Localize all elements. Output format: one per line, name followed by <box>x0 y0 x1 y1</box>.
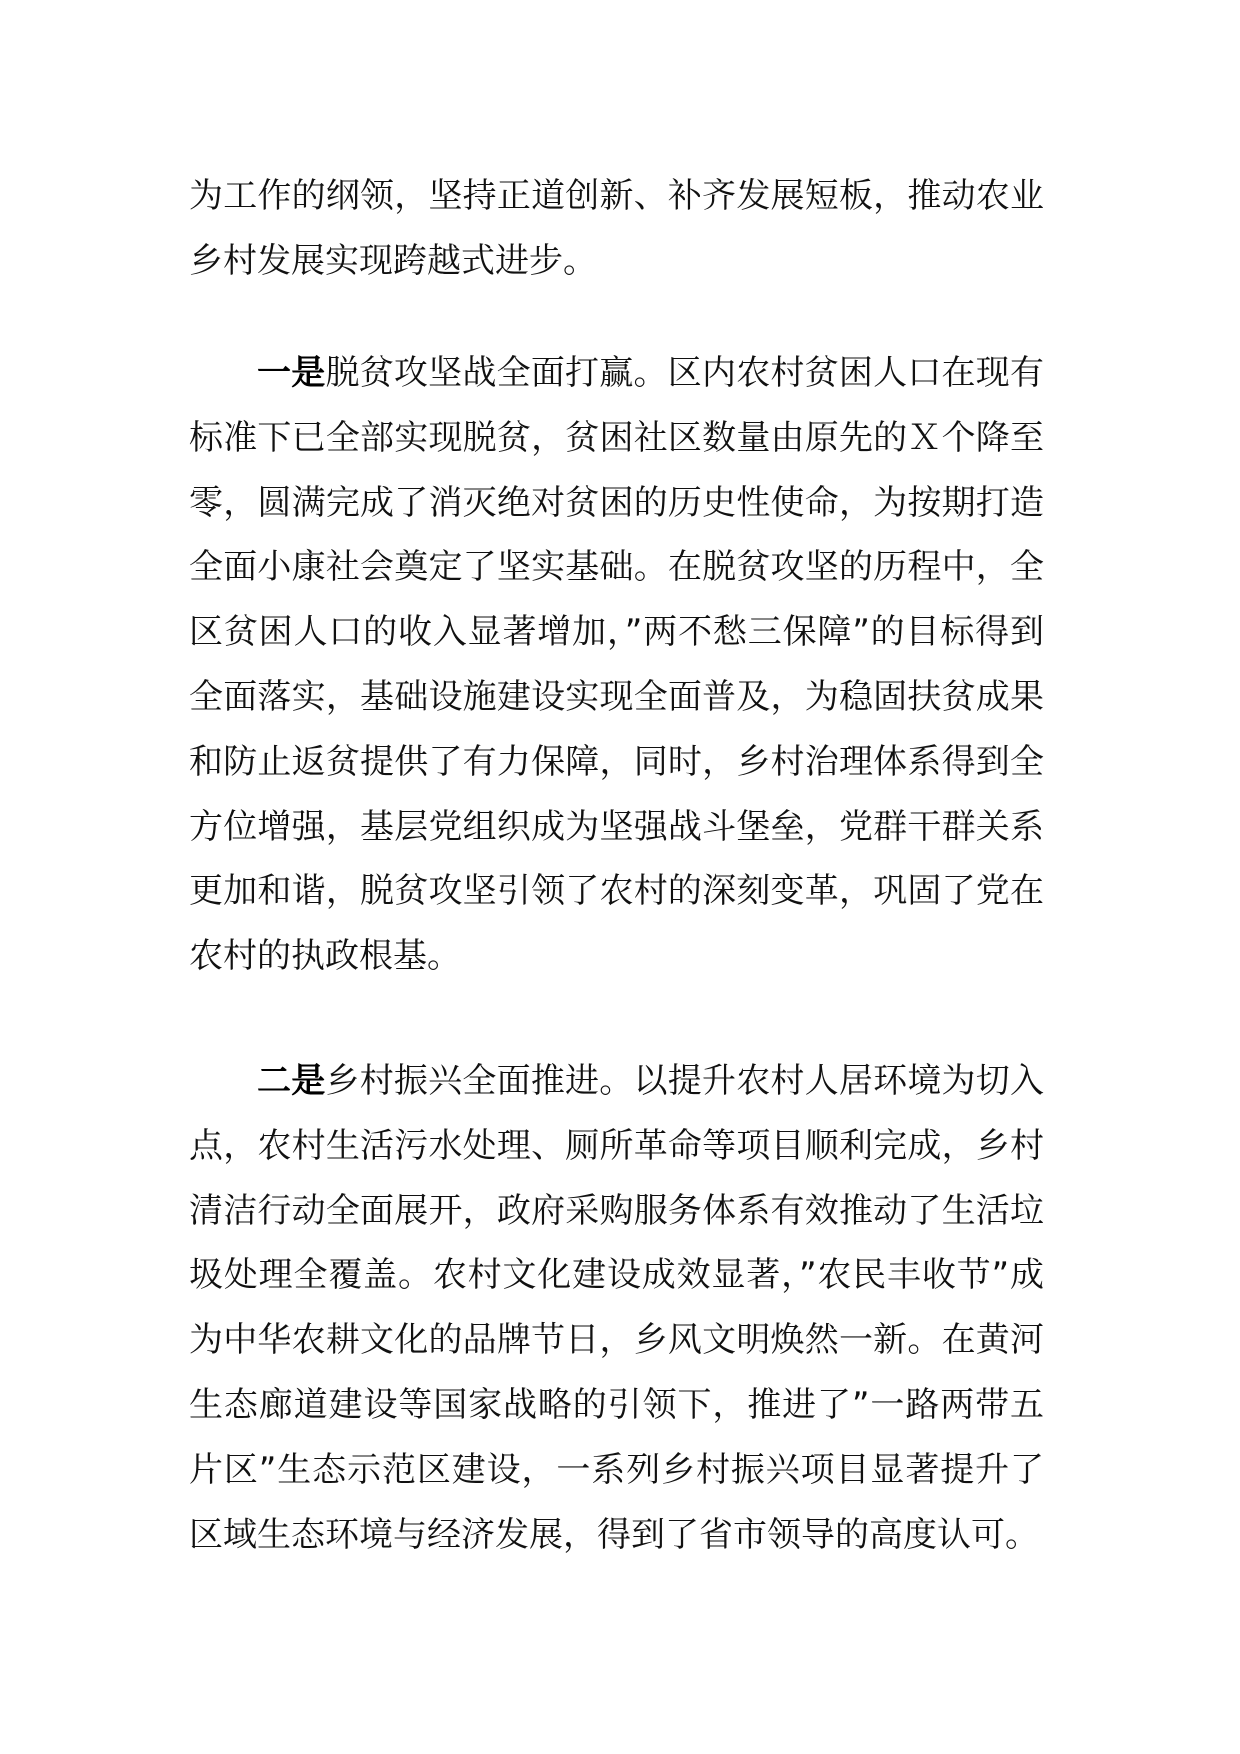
paragraph-text: 为工作的纲领，坚持正道创新、补齐发展短板，推动农业乡村发展实现跨越式进步。 <box>189 176 1044 281</box>
paragraph-intro-continuation <box>189 164 1044 294</box>
paragraph-poverty-alleviation <box>189 341 1044 989</box>
paragraph-rural-revitalization <box>189 1049 1044 1567</box>
paragraph-lead-heading: 二是 <box>257 1061 326 1101</box>
paragraph-text: 乡村振兴全面推进。以提升农村人居环境为切入点，农村生活污水处理、厕所革命等项目顺利完成，乡村清洁行动全面展开，政府采购服务体系有效推动了生活垃圾处理全覆盖。农村文化建设成效显著，”农民丰收节”成为中华农耕文化的品牌节日，乡风文明焕然一新。在黄河生态廊道建设等国家战略的引领下，推进了”一路两带五片区”生态示范区建设，一系列乡村振兴项目显著提升了区域生态环境与经济发展，得到了省市领导的高度认可。 <box>189 1061 1045 1555</box>
paragraph-text: 脱贫攻坚战全面打赢。区内农村贫困人口在现有标准下已全部实现脱贫，贫困社区数量由原先的Ｘ个降至零，圆满完成了消灭绝对贫困的历史性使命，为按期打造全面小康社会奠定了坚实基础。在脱贫攻坚的历程中，全区贫困人口的收入显著增加，”两不愁三保障”的目标得到全面落实，基础设施建设实现全面普及，为稳固扶贫成果和防止返贫提供了有力保障，同时，乡村治理体系得到全方位增强，基层党组织成为坚强战斗堡垒，党群干群关系更加和谐，脱贫攻坚引领了农村的深刻变革，巩固了党在农村的执政根基。 <box>189 353 1045 977</box>
paragraph-lead-heading: 一是 <box>257 353 326 393</box>
